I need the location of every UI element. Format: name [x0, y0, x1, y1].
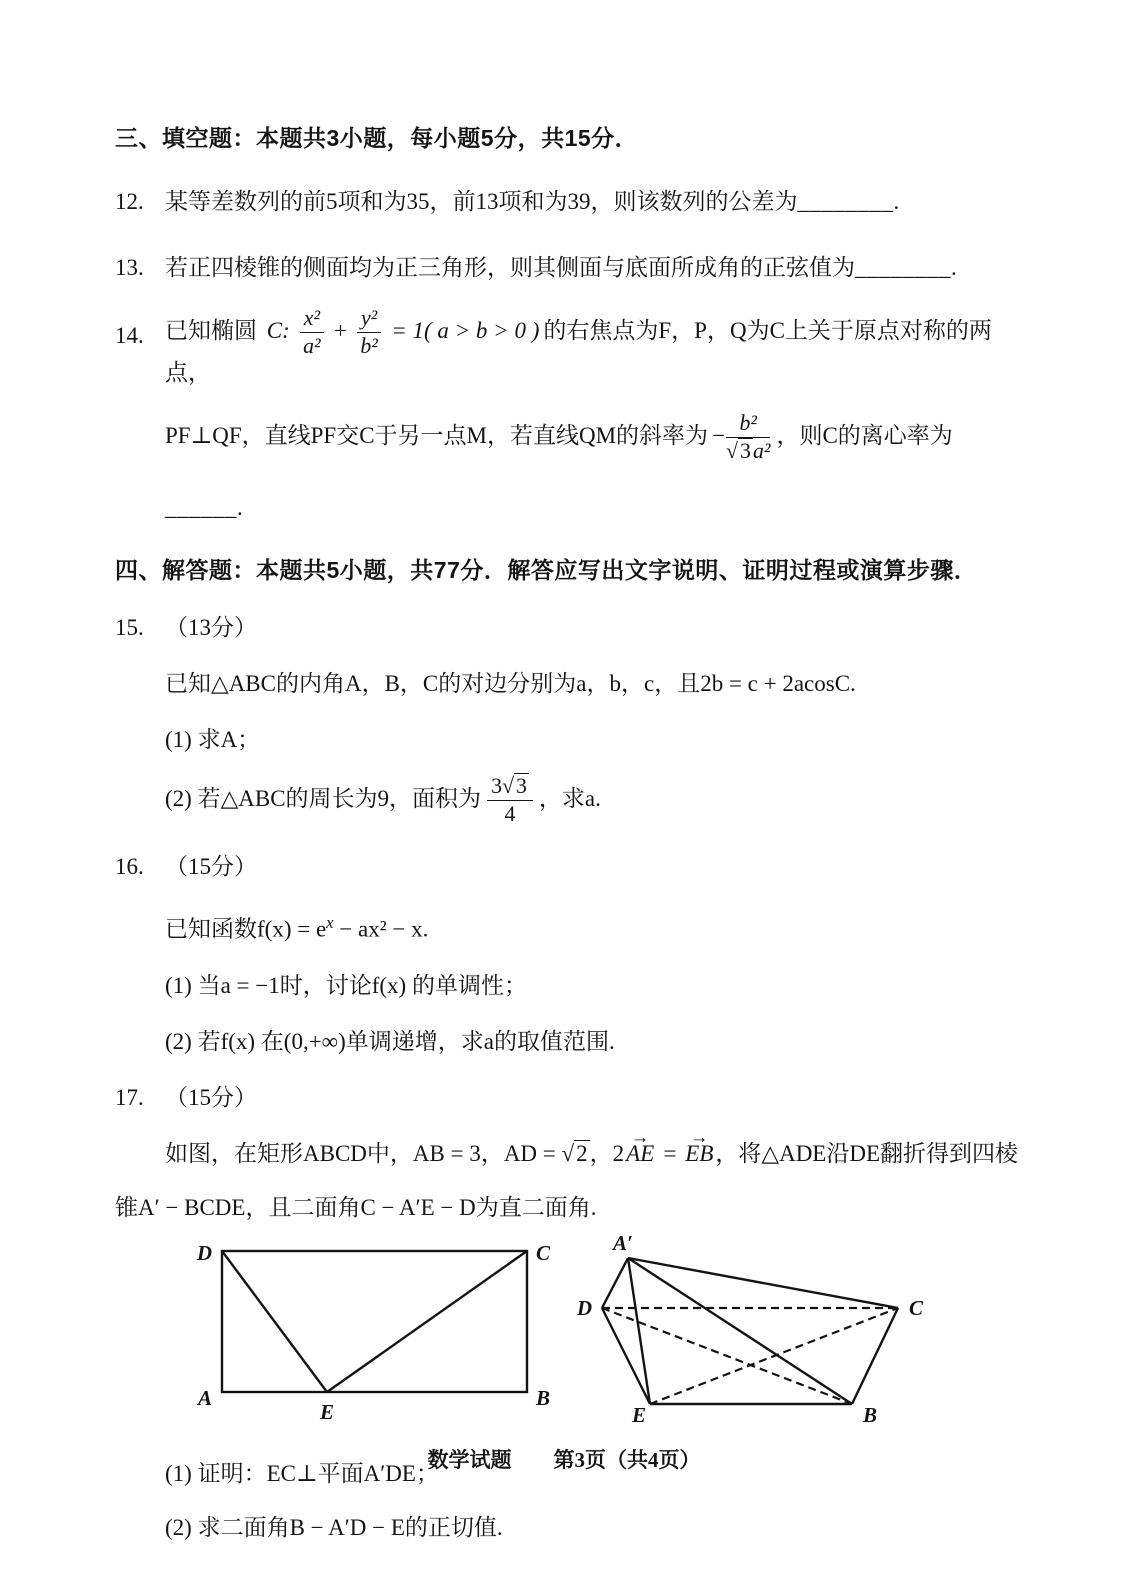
text-run: 的右焦点为F，P，Q为C上关于原点对称的两点，	[165, 317, 992, 386]
label-C: C	[536, 1240, 551, 1265]
equals-sign: =	[656, 1140, 684, 1166]
vector-letters: AE	[626, 1140, 655, 1166]
radicand: 3	[515, 774, 527, 799]
question-17	[115, 1082, 1028, 1114]
question-16-part2: (2) 若f(x) 在(0,+∞)单调递增，求a的取值范围.	[165, 1028, 615, 1054]
fraction-y2-b2	[357, 306, 381, 359]
edge-ApD	[602, 1258, 628, 1308]
question-15-number: 15.	[115, 615, 144, 641]
question-17-paragraph-line1	[115, 1126, 1028, 1170]
question-15-part2	[165, 774, 1028, 827]
fraction-numerator: x²	[300, 306, 324, 333]
question-13-body	[165, 252, 1028, 284]
question-16-score: （15分）	[165, 854, 257, 880]
pyramid-figure-dashed-edges	[602, 1308, 898, 1404]
question-17-part1: (1) 证明：EC⊥平面A′DE；	[165, 1460, 439, 1486]
question-13	[115, 252, 1028, 284]
section-solutions-header: 四、解答题：本题共5小题，共77分．解答应写出文字说明、证明过程或演算步骤．	[115, 557, 978, 584]
radical-sign: √	[501, 774, 514, 799]
vector-EB	[685, 1126, 714, 1170]
geometry-figure	[115, 1236, 1015, 1441]
edge-DE	[222, 1251, 327, 1392]
radicand: 3	[740, 438, 751, 463]
question-15-body	[165, 612, 1028, 827]
question-17-score-line	[165, 1082, 1028, 1114]
question-14-number: 14.	[115, 323, 144, 348]
question-16-body	[165, 851, 1028, 1058]
vector-arrow-icon: →	[631, 1126, 650, 1147]
vector-AE	[626, 1126, 655, 1170]
label-B: B	[863, 1402, 878, 1427]
label-B: B	[536, 1385, 551, 1410]
question-16-number: 16.	[115, 854, 144, 880]
text-run: − ax² − x.	[333, 916, 429, 942]
rectangle-figure	[222, 1251, 527, 1392]
text-run: 如图，在矩形ABCD中，AB = 3，AD =	[165, 1140, 562, 1166]
question-12-number: 12.	[115, 189, 144, 214]
question-16	[115, 851, 1028, 1058]
label-E: E	[319, 1399, 335, 1424]
ellipse-label: C:	[266, 317, 290, 343]
vector-letters: EB	[685, 1140, 714, 1166]
label-D: D	[196, 1240, 212, 1265]
label-D: D	[576, 1295, 592, 1320]
rectangle-ABCD	[222, 1251, 527, 1392]
question-13-text: 若正四棱锥的侧面均为正三角形，则其侧面与底面所成角的正弦值为	[165, 255, 855, 280]
question-17-part2: (2) 求二面角B − A′D − E的正切值.	[165, 1514, 503, 1540]
fraction-area	[487, 774, 533, 827]
fraction-numerator: b²	[726, 411, 770, 438]
fraction-denominator: 4	[504, 802, 516, 827]
radical-sign: √	[561, 1140, 575, 1166]
radicand: 2	[576, 1140, 588, 1166]
fraction-numerator: y²	[357, 306, 381, 333]
text-run: PF⊥QF，直线PF交C于另一点M，若直线QM的斜率为	[165, 422, 709, 448]
question-15-given: 已知△ABC的内角A，B，C的对边分别为a，b，c，且2b = c + 2acosC.	[165, 671, 856, 697]
label-A: A	[197, 1385, 212, 1410]
question-15-part1: (1) 求A；	[165, 727, 261, 753]
section-fill-in-blanks-header: 三、填空题：本题共3小题，每小题5分，共15分．	[115, 125, 639, 151]
edge-EC	[327, 1251, 527, 1392]
question-12-text: 某等差数列的前5项和为35，前13项和为39，则该数列的公差为	[165, 189, 798, 214]
radical-sign: √	[726, 438, 739, 463]
fraction-slope	[726, 411, 770, 464]
text-run: 已知函数f(x) = e	[165, 916, 327, 942]
text-run: ，求a.	[538, 785, 601, 811]
vector-arrow-icon: →	[690, 1126, 709, 1147]
fraction-numerator	[487, 774, 533, 801]
text-run: ，2	[589, 1140, 625, 1166]
question-12-body	[165, 186, 1028, 218]
fraction-denominator: b²	[360, 334, 378, 359]
answer-blank: ________	[797, 189, 894, 214]
page-footer: 数学试题 第3页（共4页）	[427, 1448, 701, 1472]
question-17-number: 17.	[115, 1084, 144, 1110]
text-run: 已知椭圆	[165, 317, 257, 343]
fraction-x2-a2	[300, 306, 324, 359]
question-13-number: 13.	[115, 255, 144, 280]
question-17-figure	[115, 1236, 1028, 1450]
text-run: ，将△ADE沿DE翻折得到四棱	[715, 1140, 1019, 1166]
equation-condition: = 1( a > b > 0 )	[391, 317, 540, 343]
label-E: E	[631, 1402, 647, 1427]
question-16-part1: (1) 当a = −1时，讨论f(x) 的单调性；	[165, 972, 527, 998]
answer-blank: ________	[855, 255, 951, 280]
label-A-prime: A′	[613, 1235, 633, 1255]
label-C: C	[909, 1295, 924, 1320]
minus-sign: −	[712, 422, 726, 448]
answer-blank: ______	[165, 495, 237, 521]
question-17-paragraph-line2: 锥A′ − BCDE，且二面角C − A′E − D为直二面角.	[115, 1194, 597, 1220]
denominator-rest: a²	[752, 438, 771, 463]
period: .	[237, 495, 243, 521]
fraction-denominator: a²	[303, 334, 321, 359]
question-14	[115, 306, 1028, 524]
question-14-line3	[165, 492, 1028, 524]
period: .	[893, 189, 900, 214]
pyramid-figure-solid-edges	[602, 1258, 898, 1404]
question-16-given	[165, 907, 1028, 946]
plus-sign: +	[334, 317, 347, 343]
question-14-body	[165, 306, 1028, 524]
question-15-score: （13分）	[165, 615, 257, 641]
edge-EC-dashed	[650, 1308, 898, 1404]
coefficient: 3	[491, 774, 502, 799]
superscript-x: x	[326, 913, 334, 933]
question-12	[115, 186, 1028, 218]
question-14-line1	[165, 306, 1028, 387]
question-15	[115, 612, 1028, 827]
question-17-score: （15分）	[165, 1084, 257, 1110]
text-run: ，则C的离心率为	[776, 422, 953, 448]
question-14-line2	[165, 411, 1028, 464]
text-run: (2) 若△ABC的周长为9，面积为	[165, 785, 482, 811]
fraction-denominator	[726, 438, 770, 464]
period: .	[951, 255, 957, 280]
